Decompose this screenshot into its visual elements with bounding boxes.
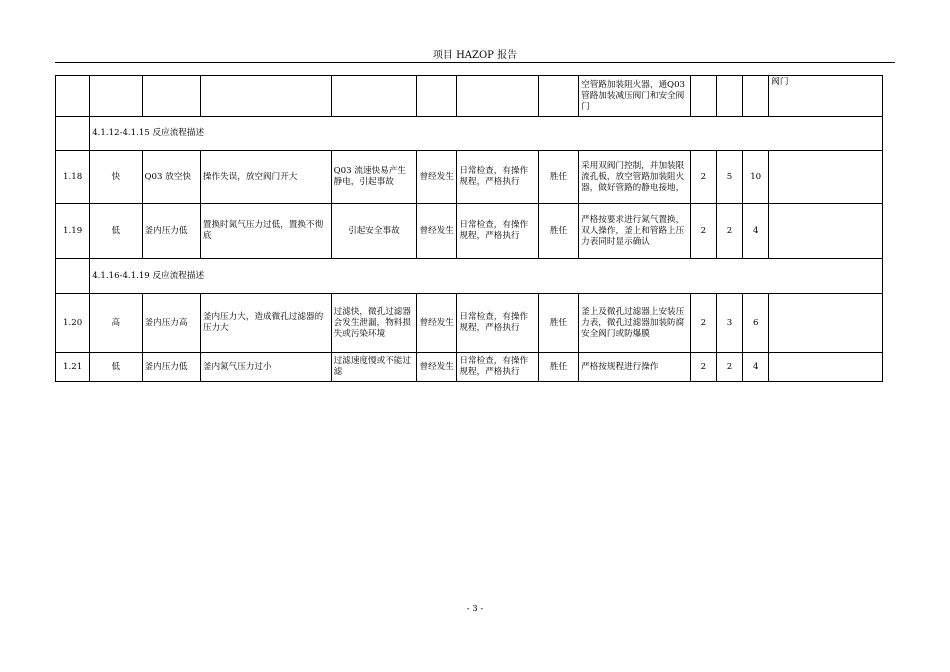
cell-note xyxy=(769,151,883,204)
cell-likelihood: 2 xyxy=(716,353,742,382)
cell-severity xyxy=(690,76,716,117)
cell-history: 曾经发生 xyxy=(417,204,457,259)
cell-likelihood: 3 xyxy=(716,294,742,353)
cell-consequence: 过滤速度慢或不能过滤 xyxy=(331,353,417,382)
cell-severity: 2 xyxy=(690,294,716,353)
cell-guide: 高 xyxy=(90,294,142,353)
cell-measures: 采用双阀门控制，并加装限流孔板，放空管路加装阻火器，做好管路的静电接地， xyxy=(579,151,691,204)
section-row xyxy=(56,117,883,151)
cell-guide: 低 xyxy=(90,353,142,382)
section-row xyxy=(56,259,883,294)
cell-likelihood: 2 xyxy=(716,204,742,259)
table-row xyxy=(56,151,883,204)
cell-competent xyxy=(538,76,578,117)
cell-note: 阀门 xyxy=(769,76,883,117)
cell-existing: 日常检查，有操作规程，严格执行 xyxy=(457,204,538,259)
cell-guide: 快 xyxy=(90,151,142,204)
page-number: - 3 - xyxy=(466,604,484,614)
section-title: 4.1.16-4.1.19 反应流程描述 xyxy=(90,259,883,294)
cell-cause: 釜内氮气压力过小 xyxy=(200,353,331,382)
cell-no xyxy=(56,76,90,117)
cell-measures: 严格按规程进行操作 xyxy=(579,353,691,382)
cell-severity: 2 xyxy=(690,353,716,382)
table-row xyxy=(56,294,883,353)
section-blank-cell xyxy=(56,117,90,151)
section-blank-cell xyxy=(56,259,90,294)
cell-param: 釜内压力低 xyxy=(142,353,200,382)
cell-measures: 釜上及微孔过滤器上安装压力表，微孔过滤器加装防腐安全阀门或防爆膜 xyxy=(579,294,691,353)
cell-severity: 2 xyxy=(690,204,716,259)
cell-competent: 胜任 xyxy=(538,151,578,204)
cell-cause xyxy=(200,76,331,117)
cell-existing xyxy=(457,76,538,117)
cell-cause: 置换时氮气压力过低，置换不彻底 xyxy=(200,204,331,259)
cell-history: 曾经发生 xyxy=(417,353,457,382)
cell-no: 1.21 xyxy=(56,353,90,382)
cell-param xyxy=(142,76,200,117)
cell-cause: 釜内压力大，造成微孔过滤器的压力大 xyxy=(200,294,331,353)
cell-history xyxy=(417,76,457,117)
cell-cause: 操作失误，放空阀门开大 xyxy=(200,151,331,204)
header-rule xyxy=(55,62,895,63)
table-row-continued xyxy=(56,76,883,117)
cell-note xyxy=(769,294,883,353)
cell-consequence: 引起安全事故 xyxy=(331,204,417,259)
cell-consequence xyxy=(331,76,417,117)
cell-risk xyxy=(743,76,769,117)
cell-consequence: Q03 流速快易产生静电，引起事故 xyxy=(331,151,417,204)
cell-risk: 4 xyxy=(743,204,769,259)
cell-guide: 低 xyxy=(90,204,142,259)
cell-competent: 胜任 xyxy=(538,353,578,382)
cell-likelihood: 5 xyxy=(716,151,742,204)
page-header: 项目 HAZOP 报告 xyxy=(432,50,518,61)
cell-existing: 日常检查，有操作规程，严格执行 xyxy=(457,294,538,353)
cell-param: Q03 放空快 xyxy=(142,151,200,204)
cell-existing: 日常检查，有操作规程，严格执行 xyxy=(457,353,538,382)
table-row xyxy=(56,204,883,259)
cell-likelihood xyxy=(716,76,742,117)
cell-param: 釜内压力高 xyxy=(142,294,200,353)
cell-risk: 6 xyxy=(743,294,769,353)
hazop-table xyxy=(55,75,883,382)
cell-param: 釜内压力低 xyxy=(142,204,200,259)
cell-no: 1.20 xyxy=(56,294,90,353)
cell-competent: 胜任 xyxy=(538,204,578,259)
cell-measures: 空管路加装阻火器，通Q03管路加装减压阀门和安全阀门 xyxy=(579,76,691,117)
cell-history: 曾经发生 xyxy=(417,151,457,204)
cell-consequence: 过滤快，微孔过滤器会发生泄漏，物料损失或污染环境 xyxy=(331,294,417,353)
cell-history: 曾经发生 xyxy=(417,294,457,353)
cell-measures: 严格按要求进行氮气置换，双人操作，釜上和管路上压力表同时显示确认 xyxy=(579,204,691,259)
cell-note xyxy=(769,204,883,259)
table-row xyxy=(56,353,883,382)
cell-risk: 4 xyxy=(743,353,769,382)
cell-guide xyxy=(90,76,142,117)
cell-severity: 2 xyxy=(690,151,716,204)
cell-competent: 胜任 xyxy=(538,294,578,353)
section-title: 4.1.12-4.1.15 反应流程描述 xyxy=(90,117,883,151)
cell-risk: 10 xyxy=(743,151,769,204)
cell-note xyxy=(769,353,883,382)
cell-no: 1.18 xyxy=(56,151,90,204)
cell-no: 1.19 xyxy=(56,204,90,259)
cell-existing: 日常检查，有操作规程，严格执行 xyxy=(457,151,538,204)
